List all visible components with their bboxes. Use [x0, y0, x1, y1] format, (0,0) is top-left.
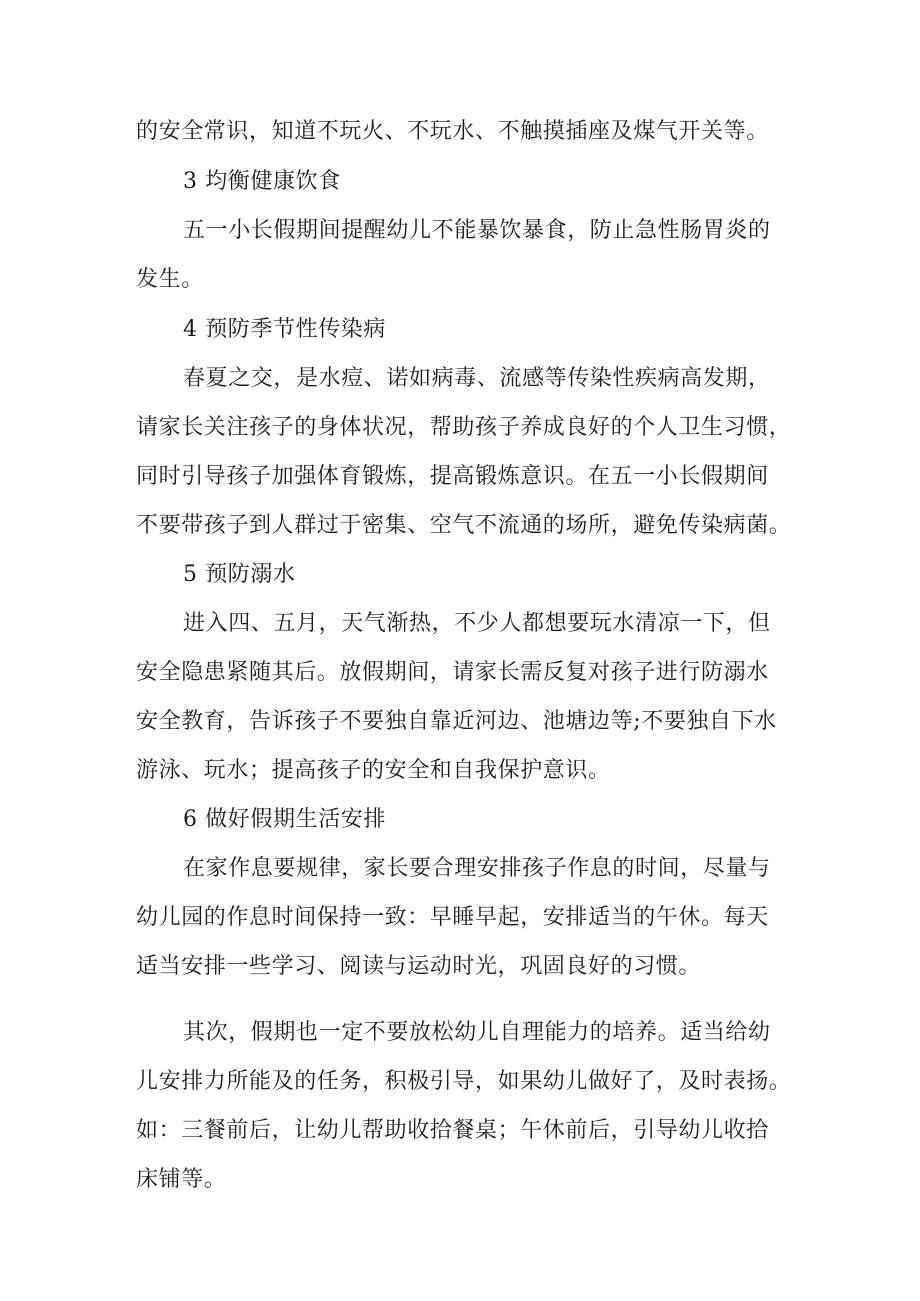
text-line: 游泳、玩水；提高孩子的安全和自我保护意识。 — [136, 758, 611, 783]
section-heading-3: 3 均衡健康饮食 — [183, 169, 341, 194]
section-heading-5: 5 预防溺水 — [183, 562, 296, 587]
text-line: 的安全常识，知道不玩火、不玩水、不触摸插座及煤气开关等。 — [136, 119, 769, 144]
text-line: 同时引导孩子加强体育锻炼，提高锻炼意识。在五一小长假期间 — [136, 464, 769, 489]
text-line: 在家作息要规律，家长要合理安排孩子作息的时间，尽量与 — [183, 856, 771, 881]
text-line: 儿安排力所能及的任务，积极引导，如果幼儿做好了，及时表扬。 — [136, 1069, 792, 1094]
text-line: 适当安排一些学习、阅读与运动时光，巩固良好的习惯。 — [136, 954, 702, 979]
text-line: 幼儿园的作息时间保持一致：早睡早起，安排适当的午休。每天 — [136, 905, 769, 930]
text-line: 安全教育，告诉孩子不要独自靠近河边、池塘边等;不要独自下水 — [136, 709, 777, 734]
section-heading-6: 6 做好假期生活安排 — [183, 807, 386, 832]
text-line: 如：三餐前后，让幼儿帮助收拾餐桌；午休前后，引导幼儿收拾 — [136, 1118, 769, 1143]
section-heading-4: 4 预防季节性传染病 — [183, 317, 386, 342]
text-line: 安全隐患紧随其后。放假期间，请家长需反复对孩子进行防溺水 — [136, 660, 769, 685]
text-line: 请家长关注孩子的身体状况，帮助孩子养成良好的个人卫生习惯， — [136, 415, 792, 440]
text-line: 发生。 — [136, 267, 204, 292]
text-line: 床铺等。 — [136, 1167, 227, 1192]
text-line: 不要带孩子到人群过于密集、空气不流通的场所，避免传染病菌。 — [136, 513, 792, 538]
text-line: 其次，假期也一定不要放松幼儿自理能力的培养。适当给幼 — [183, 1020, 771, 1045]
text-line: 进入四、五月，天气渐热，不少人都想要玩水清凉一下，但 — [183, 611, 771, 636]
text-line: 春夏之交，是水痘、诺如病毒、流感等传染性疾病高发期， — [183, 366, 771, 391]
text-line: 五一小长假期间提醒幼儿不能暴饮暴食，防止急性肠胃炎的 — [183, 218, 771, 243]
